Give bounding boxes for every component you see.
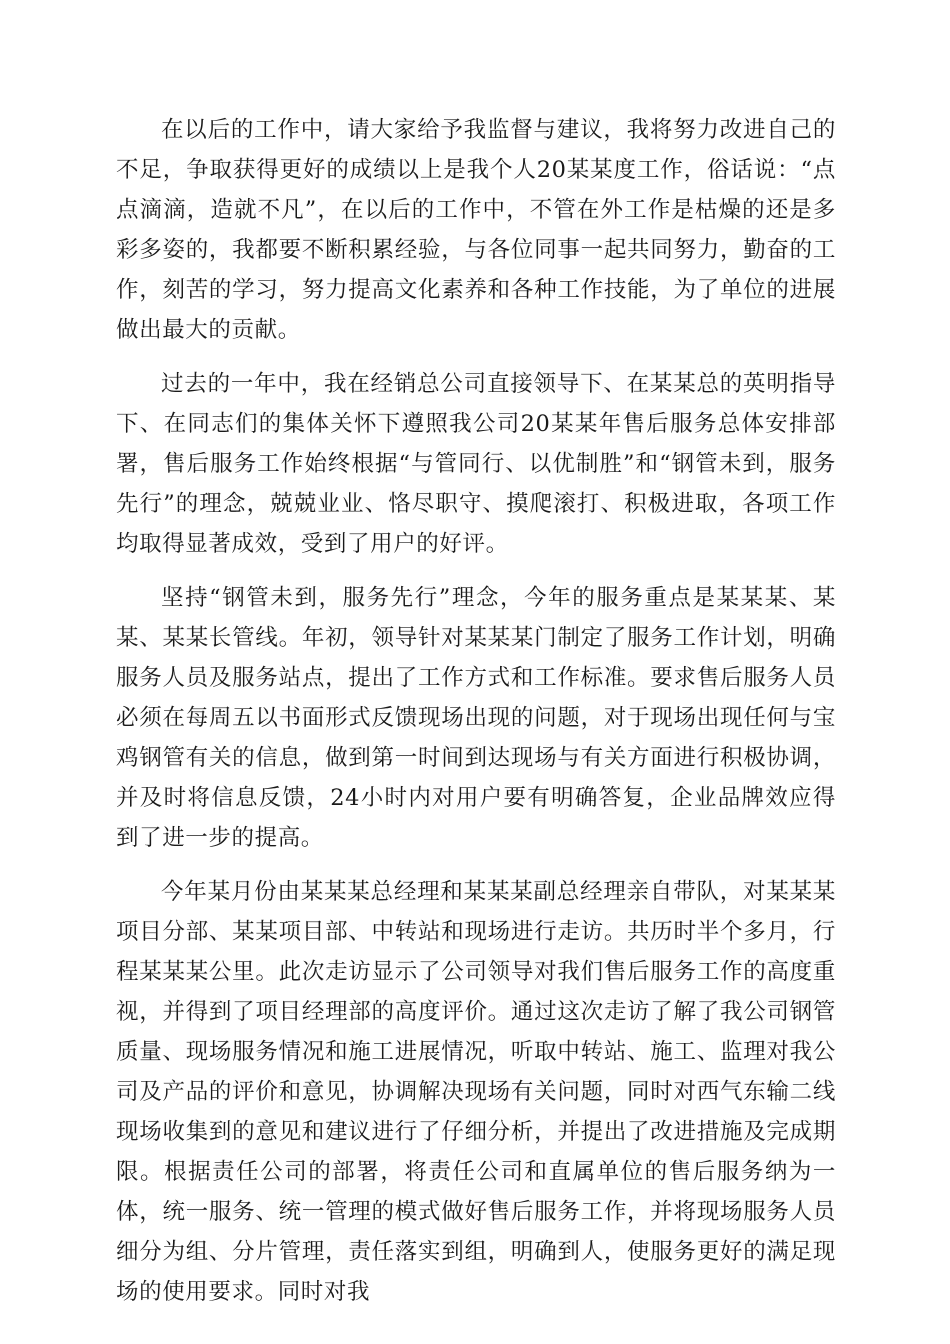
- paragraph-1: 在以后的工作中，请大家给予我监督与建议，我将努力改进自己的不足，争取获得更好的成绩以上是我个人20某某度工作，俗话说：“点点滴滴，造就不凡”，在以后的工作中，不管在外工作是枯燥的还是多彩多姿的，我都要不断积累经验，与各位同事一起共同努力，勤奋的工作，刻苦的学习，努力提高文化素养和各种工作技能，为了单位的进展做出最大的贡献。: [116, 117, 836, 343]
- paragraph-3: 坚持“钢管未到，服务先行”理念，今年的服务重点是某某某、某某、某某长管线。年初，领导针对某某某门制定了服务工作计划，明确服务人员及服务站点，提出了工作方式和工作标准。要求售后服务人员必须在每周五以书面形式反馈现场出现的问题，对于现场出现任何与宝鸡钢管有关的信息，做到第一时间到达现场与有关方面进行积极协调，并及时将信息反馈，24小时内对用户要有明确答复，企业品牌效应得到了进一步的提高。: [116, 585, 836, 851]
- document-body: [116, 110, 836, 1326]
- paragraph-2: 过去的一年中，我在经销总公司直接领导下、在某某总的英明指导下、在同志们的集体关怀下遵照我公司20某某年售后服务总体安排部署，售后服务工作始终根据“与管同行、以优制胜”和“钢管未到，服务先行”的理念，兢兢业业、恪尽职守、摸爬滚打、积极进取，各项工作均取得显著成效，受到了用户的好评。: [116, 371, 836, 557]
- paragraph-4: 今年某月份由某某某总经理和某某某副总经理亲自带队，对某某某项目分部、某某项目部、中转站和现场进行走访。共历时半个多月，行程某某某公里。此次走访显示了公司领导对我们售后服务工作的高度重视，并得到了项目经理部的高度评价。通过这次走访了解了我公司钢管质量、现场服务情况和施工进展情况，听取中转站、施工、监理对我公司及产品的评价和意见，协调解决现场有关问题，同时对西气东输二线现场收集到的意见和建议进行了仔细分析，并提出了改进措施及完成期限。根据责任公司的部署，将责任公司和直属单位的售后服务纳为一体，统一服务、统一管理的模式做好售后服务工作，并将现场服务人员细分为组、分片管理，责任落实到组，明确到人，使服务更好的满足现场的使用要求。同时对我: [116, 879, 836, 1305]
